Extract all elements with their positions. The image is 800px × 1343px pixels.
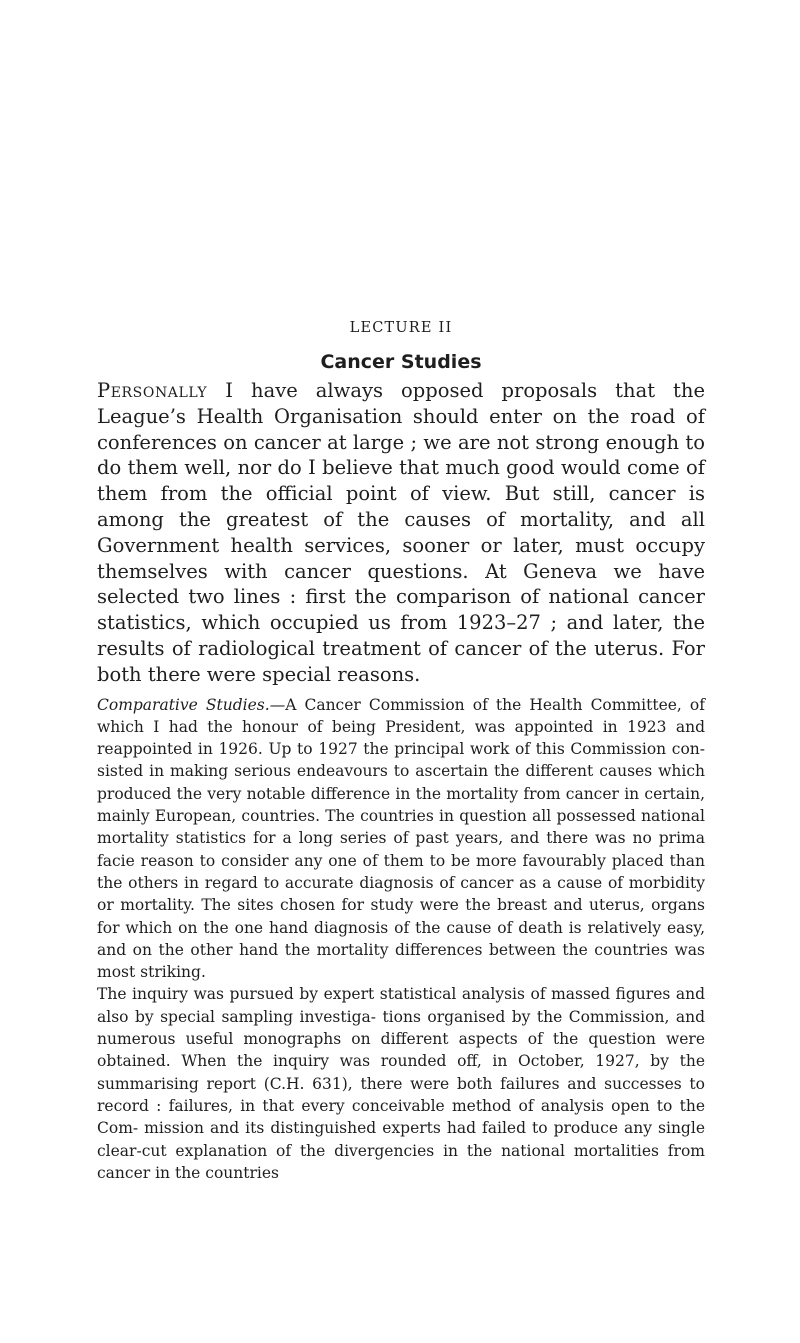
paragraph-inquiry bbox=[97, 983, 705, 1184]
book-page bbox=[97, 318, 705, 1184]
paragraph-comparative-text: —A Cancer Commission of the Health Committee, of which I had the honour of being President, was appointed in 1923 and reappointed in 1926. Up to 1927 the principal work of this Commission con- sisted in making serious endeavours to ascertain the different causes which produced the very notable difference in the mortality from cancer in certain, mainly European, countries. The countries in question all possessed national mortality statistics for a long series of past years, and there was no prima facie reason to consider any one of them to be more favourably placed than the others in regard to accurate diagnosis of cancer as a cause of morbidity or mortality. The sites chosen for study were the breast and uterus, organs for which on the one hand diagnosis of the cause of death is relatively easy, and on the other hand the mortality differences between the countries was most striking. bbox=[97, 695, 705, 982]
section-heading: Comparative Studies. bbox=[97, 695, 270, 714]
paragraph-intro bbox=[97, 378, 705, 688]
paragraph-inquiry-text: The inquiry was pursued by expert statistical analysis of massed figures and also by special sampling investiga- tions organised by the Commission, and numerous useful monographs on different aspects of the question were obtained. When the inquiry was rounded off, in October, 1927, by the summarising report (C.H. 631), there were both failures and successes to record : failures, in that every conceivable method of analysis open to the Com- mission and its distinguished experts had failed to produce any single clear-cut explanation of the divergencies in the national mortalities from cancer in the countries bbox=[97, 985, 705, 1182]
chapter-title: Cancer Studies bbox=[320, 351, 482, 373]
lecture-number: LECTURE II bbox=[349, 320, 453, 336]
paragraph-intro-text: I have always opposed proposals that the League’s Health Organisation should enter on the road of conferences on cancer at large ; we are not strong enough to do them well, nor do I believe that much good would come of them from the official point of view. But still, cancer is among the greatest of the causes of mortality, and all Government health services, sooner or later, must occupy themselves with cancer questions. At Geneva we have selected two lines : first the comparison of national cancer statistics, which occupied us from 1923–27 ; and later, the results of radiological treatment of cancer of the uterus. For both there were special reasons. bbox=[97, 379, 705, 686]
paragraph-comparative-studies bbox=[97, 694, 705, 984]
paragraph-lead-word: Personally bbox=[97, 379, 208, 402]
